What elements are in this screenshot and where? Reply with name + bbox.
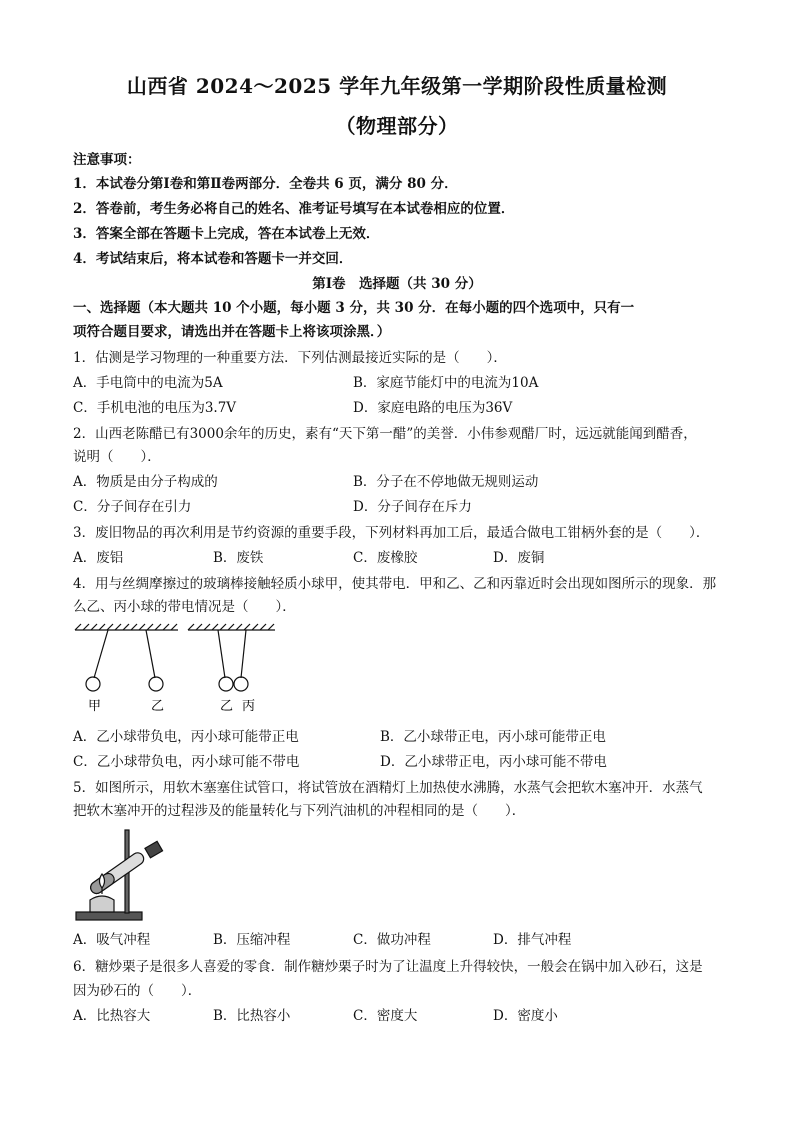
q4-option-c: C．乙小球带负电，丙小球可能不带电: [73, 754, 300, 770]
note-item: 3．答案全部在答题卡上完成，答在本试卷上无效．: [73, 226, 380, 242]
q2-option-a: A．物质是由分子构成的: [73, 474, 218, 490]
section-title: 第Ⅰ卷 选择题（共 30 分）: [312, 276, 482, 292]
q3-option-c: C．废橡胶: [353, 550, 418, 566]
q3-option-b: B．废铁: [213, 550, 264, 566]
ball-label-bing: 丙: [242, 699, 256, 714]
q5-option-c: C．做功冲程: [353, 932, 431, 948]
q1-option-d: D．家庭电路的电压为36V: [353, 400, 513, 416]
note-item: 1．本试卷分第Ⅰ卷和第Ⅱ卷两部分．全卷共 6 页，满分 80 分．: [73, 176, 458, 192]
q2-option-d: D．分子间存在斥力: [353, 499, 472, 515]
question-6-stem: 6．糖炒栗子是很多人喜爱的零食．制作糖炒栗子时为了让温度上升得较快，一般会在锅中加入砂石，这是: [73, 959, 703, 975]
q5-option-a: A．吸气冲程: [73, 932, 151, 948]
question-5-stem: 5．如图所示，用软木塞塞住试管口，将试管放在酒精灯上加热使水沸腾，水蒸气会把软木塞冲开．水蒸气: [73, 780, 703, 796]
question-2-stem: 2．山西老陈醋已有3000余年的历史，素有“天下第一醋”的美誉．小伟参观醋厂时，远远就能闻到醋香，: [73, 426, 697, 442]
q1-option-c: C．手机电池的电压为3.7V: [73, 400, 237, 416]
q4-option-a: A．乙小球带负电，丙小球可能带正电: [73, 729, 299, 745]
q3-option-d: D．废铜: [493, 550, 545, 566]
question-4-stem: 4．用与丝绸摩擦过的玻璃棒接触轻质小球甲，使其带电．甲和乙、乙和丙靠近时会出现如图所示的现象．那: [73, 576, 717, 592]
notes-heading: 注意事项：: [73, 152, 141, 168]
test-tube-apparatus-figure: [72, 826, 172, 924]
question-5-stem: 把软木塞冲开的过程涉及的能量转化与下列汽油机的冲程相同的是（ ）．: [73, 803, 526, 819]
q6-option-b: B．比热容小: [213, 1008, 291, 1024]
ball-label-jia: 甲: [88, 699, 102, 714]
ball-label-yi: 乙: [151, 699, 165, 714]
section-instruction: 一、选择题（本大题共 10 个小题，每小题 3 分，共 30 分．在每小题的四个选项中，只有一: [73, 300, 635, 316]
note-item: 4．考试结束后，将本试卷和答题卡一并交回．: [73, 251, 353, 267]
question-6-stem: 因为砂石的（ ）．: [73, 983, 202, 999]
charged-balls-figure: [70, 622, 300, 717]
exam-title: 山西省 2024～2025 学年九年级第一学期阶段性质量检测: [126, 74, 668, 98]
exam-subtitle: （物理部分）: [335, 114, 459, 138]
note-item: 2．答卷前，考生务必将自己的姓名、准考证号填写在本试卷相应的位置．: [73, 201, 515, 217]
q5-option-d: D．排气冲程: [493, 932, 572, 948]
q6-option-a: A．比热容大: [73, 1008, 151, 1024]
question-4-stem: 么乙、丙小球的带电情况是（ ）．: [73, 599, 296, 615]
q1-option-b: B．家庭节能灯中的电流为10A: [353, 375, 539, 391]
question-2-stem: 说明（ ）．: [73, 449, 161, 465]
question-1-stem: 1．估测是学习物理的一种重要方法．下列估测最接近实际的是（ ）．: [73, 350, 507, 366]
q2-option-b: B．分子在不停地做无规则运动: [353, 474, 539, 490]
q4-option-b: B．乙小球带正电，丙小球可能带正电: [380, 729, 606, 745]
q4-option-d: D．乙小球带正电，丙小球可能不带电: [380, 754, 607, 770]
q6-option-c: C．密度大: [353, 1008, 418, 1024]
q2-option-c: C．分子间存在引力: [73, 499, 192, 515]
section-instruction: 项符合题目要求，请选出并在答题卡上将该项涂黑．）: [73, 324, 391, 340]
q5-option-b: B．压缩冲程: [213, 932, 291, 948]
q6-option-d: D．密度小: [493, 1008, 558, 1024]
ball-label-yi-2: 乙: [220, 699, 234, 714]
q1-option-a: A．手电筒中的电流为5A: [73, 375, 223, 391]
q3-option-a: A．废铝: [73, 550, 124, 566]
question-3-stem: 3．废旧物品的再次利用是节约资源的重要手段，下列材料再加工后，最适合做电工钳柄外套的是（ ）．: [73, 525, 710, 541]
